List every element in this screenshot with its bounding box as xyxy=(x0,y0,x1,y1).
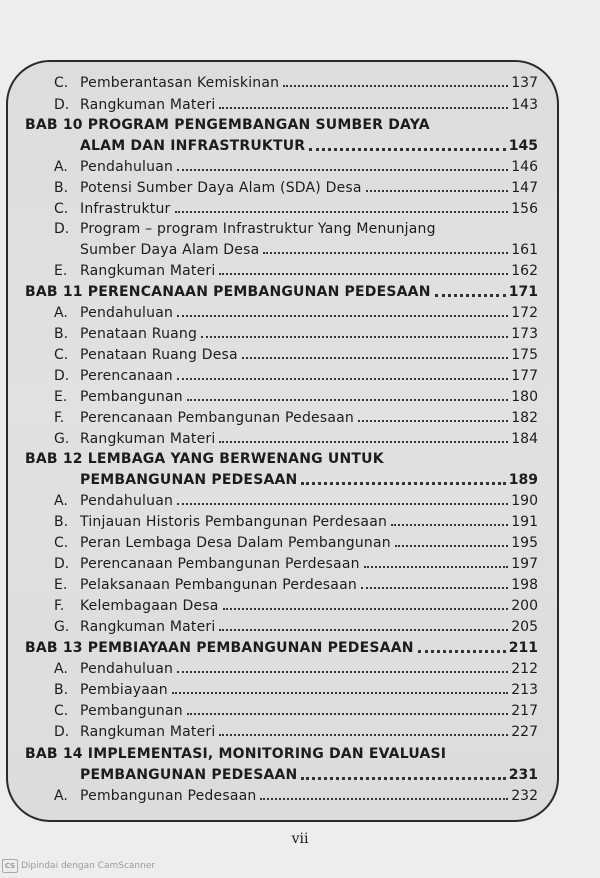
toc-leader-dots xyxy=(418,650,506,653)
toc-leader-dots xyxy=(260,798,508,800)
toc-entry-row xyxy=(0,533,600,554)
toc-entry-row xyxy=(0,575,600,596)
toc-page-number: 197 xyxy=(511,556,538,572)
toc-entry-letter: A. xyxy=(54,159,68,175)
toc-entry-title: Pembangunan xyxy=(80,389,183,405)
toc-entry-title: Potensi Sumber Daya Alam (SDA) Desa xyxy=(80,180,362,196)
toc-entry-row xyxy=(0,722,600,743)
page-number: vii xyxy=(291,831,309,847)
toc-entry-title: Penataan Ruang Desa xyxy=(80,347,238,363)
toc-entry-row xyxy=(0,786,600,807)
toc-entry-row xyxy=(0,491,600,512)
toc-entry-title: Rangkuman Materi xyxy=(80,97,216,113)
toc-entry-letter: E. xyxy=(54,389,68,405)
toc-page-number: 143 xyxy=(511,97,538,113)
toc-entry-title: Perencanaan Pembangunan Pedesaan xyxy=(80,410,354,426)
toc-leader-dots xyxy=(358,420,508,422)
toc-chapter-row xyxy=(0,136,600,157)
toc-page-number: 156 xyxy=(511,201,538,217)
toc-page-number: 205 xyxy=(511,619,538,635)
toc-entry-title: Infrastruktur xyxy=(80,201,171,217)
toc-leader-dots xyxy=(366,190,509,192)
toc-leader-dots xyxy=(177,169,508,171)
toc-entry-letter: E. xyxy=(54,577,68,593)
toc-entry-letter: A. xyxy=(54,661,68,677)
toc-leader-dots xyxy=(242,357,508,359)
toc-entry-title: Kelembagaan Desa xyxy=(80,598,219,614)
toc-entry-row xyxy=(0,512,600,533)
toc-page-number: 172 xyxy=(511,305,538,321)
toc-entry-title: Penataan Ruang xyxy=(80,326,198,342)
toc-entry-letter: C. xyxy=(54,703,69,719)
toc-page-number: 198 xyxy=(511,577,538,593)
toc-page-number: 180 xyxy=(511,389,538,405)
toc-leader-dots xyxy=(361,587,508,589)
toc-entry-letter: D. xyxy=(54,368,70,384)
toc-page-number: 211 xyxy=(508,640,538,656)
toc-chapter-row xyxy=(0,449,600,470)
toc-entry-row xyxy=(0,617,600,638)
toc-leader-dots xyxy=(223,608,509,610)
toc-page-number: 137 xyxy=(511,75,538,91)
toc-entry-letter: B. xyxy=(54,514,69,530)
toc-entry-letter: D. xyxy=(54,556,70,572)
toc-leader-dots xyxy=(177,378,508,380)
toc-entry-row xyxy=(0,240,600,261)
toc-page-number: 177 xyxy=(511,368,538,384)
toc-entry-letter: D. xyxy=(54,97,70,113)
toc-entry-letter: G. xyxy=(54,619,70,635)
toc-page-number: 146 xyxy=(511,159,538,175)
toc-entry-letter: A. xyxy=(54,305,68,321)
toc-chapter-row xyxy=(0,282,600,303)
toc-leader-dots xyxy=(219,629,508,631)
toc-entry-title: Pendahuluan xyxy=(80,493,174,509)
toc-entry-row xyxy=(0,659,600,680)
toc-entry-letter: E. xyxy=(54,263,68,279)
toc-page-number: 212 xyxy=(511,661,538,677)
toc-entry-title: Pendahuluan xyxy=(80,661,174,677)
toc-entry-title: Perencanaan xyxy=(80,368,173,384)
toc-page-number: 191 xyxy=(511,514,538,530)
toc-leader-dots xyxy=(201,336,508,338)
toc-entry-title: Pendahuluan xyxy=(80,159,174,175)
toc-chapter-title: BAB 11 PERENCANAAN PEMBANGUNAN PEDESAAN xyxy=(25,284,431,300)
toc-chapter-row xyxy=(0,744,600,765)
toc-entry-row xyxy=(0,324,600,345)
toc-entry-row xyxy=(0,429,600,450)
toc-entry-letter: G. xyxy=(54,431,70,447)
toc-page-number: 189 xyxy=(508,472,538,488)
scanner-watermark xyxy=(2,859,155,873)
toc-chapter-row xyxy=(0,765,600,786)
toc-entry-letter: C. xyxy=(54,201,69,217)
toc-entry-row xyxy=(0,73,600,94)
toc-entry-title: Rangkuman Materi xyxy=(80,431,216,447)
toc-leader-dots xyxy=(187,713,508,715)
toc-entry-letter: C. xyxy=(54,347,69,363)
toc-entry-row xyxy=(0,554,600,575)
toc-leader-dots xyxy=(283,85,508,87)
toc-page-number: 173 xyxy=(511,326,538,342)
toc-leader-dots xyxy=(364,566,509,568)
toc-page-number: 195 xyxy=(511,535,538,551)
toc-entry-letter: F. xyxy=(54,598,65,614)
toc-entry-letter: A. xyxy=(54,788,68,804)
toc-leader-dots xyxy=(301,777,505,780)
toc-leader-dots xyxy=(219,107,508,109)
toc-entry-row xyxy=(0,680,600,701)
toc-chapter-title: BAB 12 LEMBAGA YANG BERWENANG UNTUK xyxy=(25,451,384,467)
toc-page-number: 175 xyxy=(511,347,538,363)
toc-leader-dots xyxy=(391,524,508,526)
toc-entry-row xyxy=(0,345,600,366)
toc-leader-dots xyxy=(172,692,508,694)
toc-chapter-title: BAB 13 PEMBIAYAAN PEMBANGUNAN PEDESAAN xyxy=(25,640,414,656)
toc-page-number: 232 xyxy=(511,788,538,804)
toc-entry-title: Rangkuman Materi xyxy=(80,263,216,279)
toc-entry-row xyxy=(0,701,600,722)
toc-entry-row xyxy=(0,596,600,617)
toc-entry-letter: D. xyxy=(54,724,70,740)
toc-entry-letter: F. xyxy=(54,410,65,426)
toc-leader-dots xyxy=(177,671,508,673)
toc-leader-dots xyxy=(219,441,508,443)
toc-chapter-row xyxy=(0,115,600,136)
toc-chapter-title: BAB 10 PROGRAM PENGEMBANGAN SUMBER DAYA xyxy=(25,117,430,133)
toc-leader-dots xyxy=(187,399,508,401)
toc-entry-row xyxy=(0,261,600,282)
toc-leader-dots xyxy=(263,252,508,254)
toc-leader-dots xyxy=(219,734,508,736)
toc-leader-dots xyxy=(309,148,505,151)
toc-entry-title: Pelaksanaan Pembangunan Perdesaan xyxy=(80,577,357,593)
toc-entry-letter: C. xyxy=(54,535,69,551)
toc-page-number: 227 xyxy=(511,724,538,740)
toc-entry-title: Sumber Daya Alam Desa xyxy=(80,242,260,258)
toc-entry-title: Program – program Infrastruktur Yang Menunjang xyxy=(80,221,436,237)
toc-entry-title: Pemberantasan Kemiskinan xyxy=(80,75,280,91)
toc-entry-title: Rangkuman Materi xyxy=(80,619,216,635)
toc-page-number: 213 xyxy=(511,682,538,698)
toc-entry-row xyxy=(0,157,600,178)
toc-entry-title: Pembiayaan xyxy=(80,682,168,698)
toc-entry-row xyxy=(0,199,600,220)
toc-entry-title: Pembangunan xyxy=(80,703,183,719)
toc-entry-row xyxy=(0,366,600,387)
toc-entry-title: Pendahuluan xyxy=(80,305,174,321)
toc-page-number: 162 xyxy=(511,263,538,279)
toc-page-number: 184 xyxy=(511,431,538,447)
toc-entry-letter: C. xyxy=(54,75,69,91)
toc-entry-row xyxy=(0,408,600,429)
toc-entry-letter: D. xyxy=(54,221,70,237)
toc-entry-letter: B. xyxy=(54,326,69,342)
camscanner-logo-icon: CS xyxy=(2,859,18,873)
toc-entry-row xyxy=(0,303,600,324)
toc-entry-row xyxy=(0,178,600,199)
toc-entry-title: Tinjauan Historis Pembangunan Perdesaan xyxy=(80,514,388,530)
toc-entry-title: Pembangunan Pedesaan xyxy=(80,788,257,804)
toc-page-number: 147 xyxy=(511,180,538,196)
toc-page-number: 200 xyxy=(511,598,538,614)
toc-entry-letter: A. xyxy=(54,493,68,509)
toc-chapter-title: PEMBANGUNAN PEDESAAN xyxy=(80,767,298,783)
toc-chapter-title: ALAM DAN INFRASTRUKTUR xyxy=(80,138,306,154)
toc-leader-dots xyxy=(177,315,508,317)
toc-entry-row xyxy=(0,219,600,240)
toc-page-number: 190 xyxy=(511,493,538,509)
toc-page-number: 217 xyxy=(511,703,538,719)
toc-leader-dots xyxy=(177,503,508,505)
toc-leader-dots xyxy=(219,273,508,275)
watermark-text: Dipindai dengan CamScanner xyxy=(21,861,156,871)
toc-entry-row xyxy=(0,95,600,116)
toc-chapter-title: PEMBANGUNAN PEDESAAN xyxy=(80,472,298,488)
toc-entry-letter: B. xyxy=(54,682,69,698)
toc-entry-title: Peran Lembaga Desa Dalam Pembangunan xyxy=(80,535,391,551)
toc-page-number: 171 xyxy=(508,284,538,300)
toc-chapter-row xyxy=(0,638,600,659)
toc-chapter-row xyxy=(0,470,600,491)
toc-page-number: 182 xyxy=(511,410,538,426)
toc-entry-row xyxy=(0,387,600,408)
toc-entry-letter: B. xyxy=(54,180,69,196)
toc-leader-dots xyxy=(395,545,508,547)
toc-chapter-title: BAB 14 IMPLEMENTASI, MONITORING DAN EVALUASI xyxy=(25,746,447,762)
toc-entry-title: Perencanaan Pembangunan Perdesaan xyxy=(80,556,360,572)
toc-leader-dots xyxy=(301,482,505,485)
toc-page-number: 231 xyxy=(508,767,538,783)
toc-page-number: 145 xyxy=(508,138,538,154)
toc-entry-title: Rangkuman Materi xyxy=(80,724,216,740)
toc-leader-dots xyxy=(175,211,509,213)
toc-page-number: 161 xyxy=(511,242,538,258)
toc-leader-dots xyxy=(435,294,506,297)
